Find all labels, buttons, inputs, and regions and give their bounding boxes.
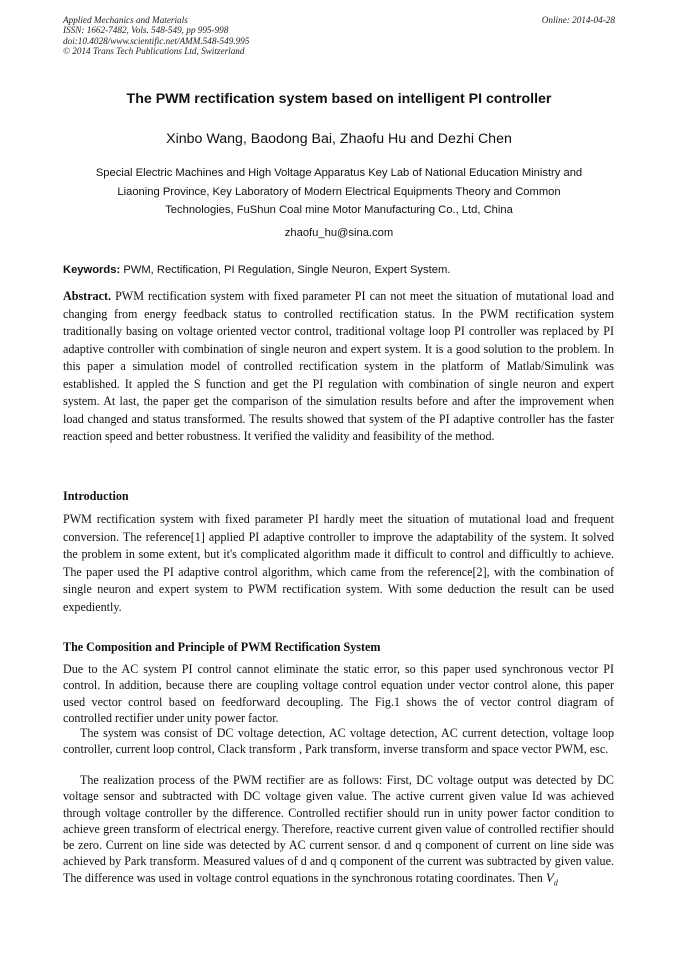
- introduction-text: PWM rectification system with fixed parameter PI hardly meet the situation of mutational load and frequent conversion. The reference[1] applied PI adaptive controller to improve the adaptability of the system. It solved the problem in some extent, but it's complicated algorithm made it difficult to control and difficultly to achieve. The paper used the PI adaptive control algorithm, which came from the reference[2], with the combination of single neuron and expert system to PWM rectification system. With some deduction the result can be used expediently.: [63, 512, 614, 614]
- abstract-text: PWM rectification system with fixed parameter PI can not meet the situation of mutational load and changing from energy feedback status to controlled rectification status. In the PWM rectification system traditionally basing on voltage oriented vector control, traditional voltage loop PI controller was replaced by PI adaptive controller with combination of single neuron and expert system. It is a good solution to the problem. In this paper a simulation model of controlled rectification system in the platform of Matlab/Simulink was established. It appled the S function and get the PI regulation with combination of single neuron and expert system. At last, the paper get the comparison of the simulation results before and after the improvement when load changed and status transformed. The results showed that system of the PI adaptive controller has the faster reaction speed and better robustness. It verified the validity and feasibility of the method.: [63, 289, 614, 443]
- composition-paragraph-3-text: The realization process of the PWM rectifier are as follows: First, DC voltage output was detected by DC voltage sensor and subtracted with DC voltage given value. The active current given value Id was achieved through voltage controller by the difference. Controlled rectifier should run in unity power factor condition to achieve green transform of electrical energy. Therefore, reactive current given value of controlled rectifier should be zero. Current on line side was detected by AC current sensor. d and q component of current on line side was achieved by Park transform. Measured values of d and q component of the current was subtracted by given value. The difference was used in voltage control equations in the synchronous rotating coordinates. Then: [63, 773, 614, 885]
- copyright-line: © 2014 Trans Tech Publications Ltd, Switzerland: [63, 46, 245, 57]
- journal-name: Applied Mechanics and Materials: [63, 15, 188, 25]
- affiliation-line-2: Liaoning Province, Key Laboratory of Modern Electrical Equipments Theory and Common: [117, 185, 561, 198]
- keywords-text: PWM, Rectification, PI Regulation, Single Neuron, Expert System.: [123, 264, 451, 276]
- composition-paragraph-1: Due to the AC system PI control cannot eliminate the static error, so this paper used synchronous vector PI control. In addition, because there are coupling voltage control equation under vector control alone, this paper used vector control based on feedforward decoupling. The Fig.1 shows the of vector control diagram of controlled rectifier under unity power factor.: [63, 662, 614, 725]
- issn-line: ISSN: 1662-7482, Vols. 548-549, pp 995-998: [63, 25, 229, 36]
- affiliation-line-1: Special Electric Machines and High Voltage Apparatus Key Lab of National Education Ministry and: [95, 167, 583, 179]
- online-date: Online: 2014-04-28: [541, 15, 615, 25]
- paper-title: The PWM rectification system based on intelligent PI controller: [126, 91, 552, 107]
- voltage-d-symbol: [545, 869, 558, 888]
- journal-header: [63, 15, 615, 57]
- affiliation-line-3: Technologies, FuShun Coal mine Motor Manufacturing Co., Ltd, China: [165, 204, 513, 216]
- voltage-symbol: V: [545, 869, 554, 885]
- author-email[interactable]: zhaofu_hu@sina.com: [284, 227, 394, 239]
- doi-line[interactable]: doi:10.4028/www.scientific.net/AMM.548-549.995: [63, 35, 250, 46]
- abstract-label: Abstract.: [63, 289, 112, 303]
- affiliation: [60, 164, 618, 220]
- abstract: [63, 288, 614, 446]
- voltage-subscript: d: [553, 878, 558, 888]
- composition-paragraph-3: [63, 772, 614, 892]
- author-list: Xinbo Wang, Baodong Bai, Zhaofu Hu and Dezhi Chen: [166, 131, 512, 147]
- keywords-label: Keywords:: [63, 264, 121, 276]
- introduction-heading: Introduction: [63, 489, 129, 503]
- composition-heading: The Composition and Principle of PWM Rectification System: [63, 640, 381, 654]
- keywords: [63, 264, 615, 276]
- composition-paragraph-2: The system was consist of DC voltage detection, AC voltage detection, AC current detection, voltage loop controller, current loop control, Clack transform , Park transform, inverse transform and space vector PWM, esc.: [63, 726, 614, 757]
